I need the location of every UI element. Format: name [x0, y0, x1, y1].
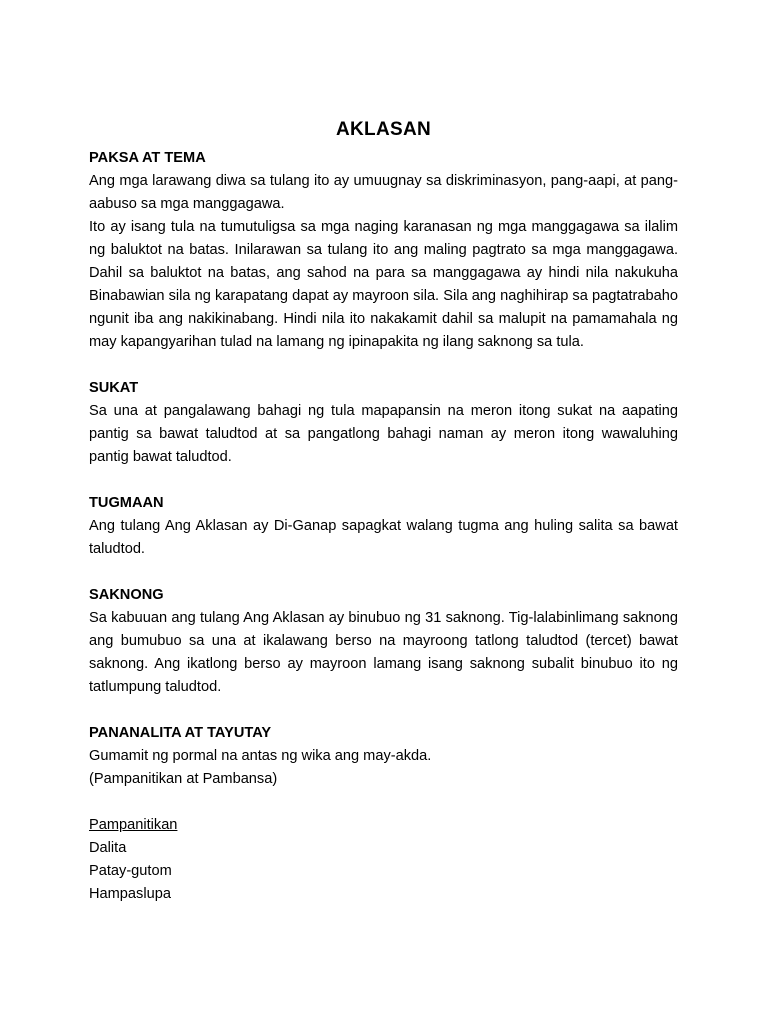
paragraph-paksa-1: Ang mga larawang diwa sa tulang ito ay umuugnay sa diskriminasyon, pang-aapi, at pang-aabuso sa mga manggagawa. [89, 173, 678, 212]
paragraph-pananalita-line-1: Gumamit ng pormal na antas ng wika ang may-akda. [89, 748, 432, 764]
paragraph-sukat: Sa una at pangalawang bahagi ng tula mapapansin na meron itong sukat na aapating pantig sa bawat taludtod at sa pangatlong bahagi naman ay meron itong wawaluhing pantig bawat taludtod. [89, 403, 678, 465]
paragraph-tugmaan: Ang tulang Ang Aklasan ay Di-Ganap sapagkat walang tugma ang huling salita sa bawat taludtod. [89, 518, 678, 557]
paragraph-paksa-2: Ito ay isang tula na tumutuligsa sa mga naging karanasan ng mga manggagawa sa ilalim ng baluktot na batas. Inilarawan sa tulang ito ang maling pagtrato sa mga manggagawa. Dahil sa baluktot na batas, ang sahod na para sa manggagawa ay hindi nila nakukuha Binabawian sila ng karapatang dapat ay mayroon sila. Sila ang naghihirap sa pagtatrabaho ngunit iba ang nakikinabang. Hindi nila ito nakakamit dahil sa malupit na pamamahala ng may kapangyarihan tulad na lamang ng ipinapakita ng ilang saknong sa tula. [89, 219, 678, 350]
section-heading-saknong: SAKNONG [89, 587, 164, 603]
section-spacer [89, 354, 678, 377]
section-heading-paksa-at-tema: PAKSA AT TEMA [89, 150, 206, 166]
section-heading-tugmaan: TUGMAAN [89, 495, 164, 511]
list-item-hampaslupa: Hampaslupa [89, 886, 171, 902]
section-spacer [89, 469, 678, 492]
section-spacer [89, 699, 678, 722]
list-item-dalita: Dalita [89, 840, 127, 856]
document-title: AKLASAN [336, 119, 431, 140]
section-heading-sukat: SUKAT [89, 380, 139, 396]
paragraph-saknong: Sa kabuuan ang tulang Ang Aklasan ay binubuo ng 31 saknong. Tig-lalabinlimang saknong ang bumubuo sa una at ikalawang berso na mayroong tatlong taludtod (tercet) bawat saknong. Ang ikatlong berso ay mayroon lamang isang saknong subalit binubuo ito ng tatlumpung taludtod. [89, 610, 678, 695]
section-spacer [89, 561, 678, 584]
subheading-pampanitikan: Pampanitikan [89, 817, 178, 833]
paragraph-pananalita-line-2: (Pampanitikan at Pambansa) [89, 771, 278, 787]
list-item-patay-gutom: Patay-gutom [89, 863, 172, 879]
section-heading-pananalita-at-tayutay: PANANALITA AT TAYUTAY [89, 725, 272, 741]
document-page [89, 116, 678, 906]
section-spacer [89, 791, 678, 814]
